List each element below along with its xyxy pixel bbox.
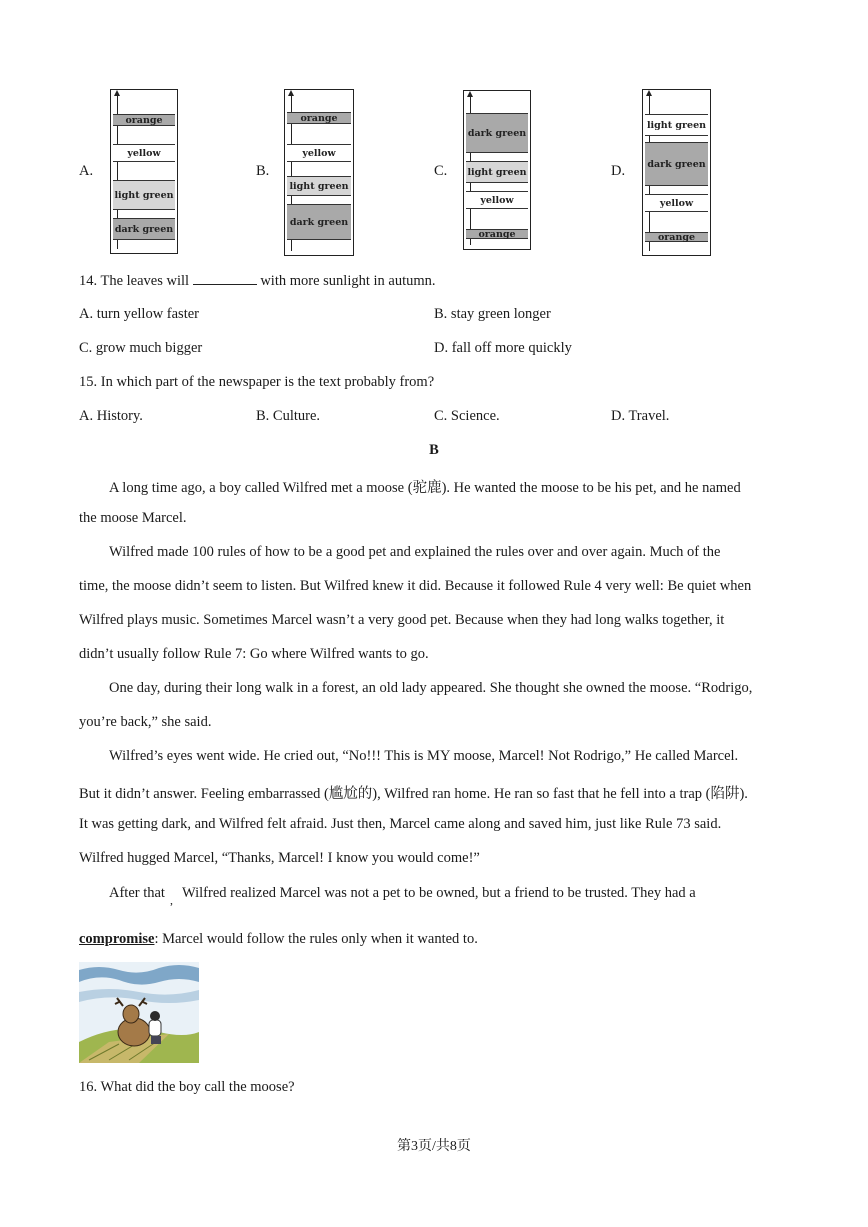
paragraph-4-line-3: It was getting dark, and Wilfred felt afraid. Just then, Marcel came along and saved him, just like Rule 73 said. — [79, 816, 722, 832]
section-b-heading: B — [429, 442, 439, 458]
question-14-stem-start: 14. The leaves will — [79, 273, 190, 289]
paragraph-4-line-1: Wilfred’s eyes went wide. He cried out, “No!!! This is MY moose, Marcel! Not Rodrigo,” He called Marcel. — [109, 748, 739, 764]
band-yellow: yellow — [466, 191, 528, 209]
q15-option-c: C. Science. — [434, 408, 500, 424]
paragraph-2-line-1: Wilfred made 100 rules of how to be a good pet and explained the rules over and over again. Much of the — [109, 544, 721, 560]
question-14-stem — [79, 272, 436, 290]
paragraph-3-line-2: you’re back,” she said. — [79, 714, 212, 730]
question-16-stem: 16. What did the boy call the moose? — [79, 1079, 295, 1095]
question-14-stem-end: with more sunlight in autumn. — [260, 273, 436, 289]
band-light-green: light green — [466, 161, 528, 183]
q14-option-b: B. stay green longer — [434, 306, 551, 322]
option-c-letter: C. — [434, 163, 448, 179]
band-light-green: light green — [287, 176, 351, 196]
page-footer: 第3页/共8页 — [397, 1139, 471, 1154]
band-orange: orange — [466, 229, 528, 239]
compromise-word: compromise — [79, 931, 155, 947]
paragraph-1-line-1: A long time ago, a boy called Wilfred met a moose (驼鹿). He wanted the moose to be his pet, and he named — [109, 480, 741, 496]
band-light-green: light green — [645, 114, 708, 136]
band-dark-green: dark green — [466, 113, 528, 153]
paragraph-5-line-2 — [79, 931, 478, 948]
band-yellow: yellow — [113, 144, 175, 162]
band-orange: orange — [645, 232, 708, 242]
band-light-green: light green — [113, 180, 175, 210]
option-a-diagram — [110, 89, 178, 254]
answer-blank — [193, 272, 257, 285]
band-yellow: yellow — [645, 194, 708, 212]
paragraph-4-line-2: But it didn’t answer. Feeling embarrassed (尴尬的), Wilfred ran home. He ran so fast that he fell into a trap (陷阱). — [79, 786, 748, 802]
band-dark-green: dark green — [287, 204, 351, 240]
paragraph-5-start: After that — [109, 885, 165, 901]
band-yellow: yellow — [287, 144, 351, 162]
band-orange: orange — [113, 114, 175, 126]
paragraph-5-comma: , — [170, 893, 173, 907]
paragraph-4-line-4: Wilfred hugged Marcel, “Thanks, Marcel! I know you would come!” — [79, 850, 480, 866]
paragraph-2-line-2: time, the moose didn’t seem to listen. But Wilfred knew it did. Because it followed Rule 4 very well: Be quiet when — [79, 578, 752, 594]
band-dark-green: dark green — [645, 142, 708, 186]
illustration-svg — [79, 962, 199, 1063]
paragraph-5-line-1: Wilfred realized Marcel was not a pet to be owned, but a friend to be trusted. They had a — [182, 885, 696, 901]
paragraph-1-line-2: the moose Marcel. — [79, 510, 187, 526]
paragraph-2-line-3: Wilfred plays music. Sometimes Marcel wasn’t a very good pet. Because when they had long walks together, it — [79, 612, 725, 628]
q15-option-b: B. Culture. — [256, 408, 321, 424]
paragraph-3-line-1: One day, during their long walk in a forest, an old lady appeared. She thought she owned the moose. “Rodrigo, — [109, 680, 753, 696]
q14-option-d: D. fall off more quickly — [434, 340, 572, 356]
option-a-letter: A. — [79, 163, 94, 179]
q15-option-d: D. Travel. — [611, 408, 670, 424]
option-c-diagram — [463, 90, 531, 250]
q15-option-a: A. History. — [79, 408, 143, 424]
option-d-diagram — [642, 89, 711, 256]
q14-option-c: C. grow much bigger — [79, 340, 203, 356]
option-b-letter: B. — [256, 163, 270, 179]
band-dark-green: dark green — [113, 218, 175, 240]
option-b-diagram — [284, 89, 354, 256]
band-orange: orange — [287, 112, 351, 124]
q14-option-a: A. turn yellow faster — [79, 306, 199, 322]
paragraph-5-line-2-rest: : Marcel would follow the rules only when it wanted to. — [154, 931, 478, 947]
paragraph-2-line-4: didn’t usually follow Rule 7: Go where Wilfred wants to go. — [79, 646, 429, 662]
option-d-letter: D. — [611, 163, 626, 179]
boy-and-moose-illustration — [79, 962, 199, 1063]
question-15-stem: 15. In which part of the newspaper is the text probably from? — [79, 374, 435, 390]
